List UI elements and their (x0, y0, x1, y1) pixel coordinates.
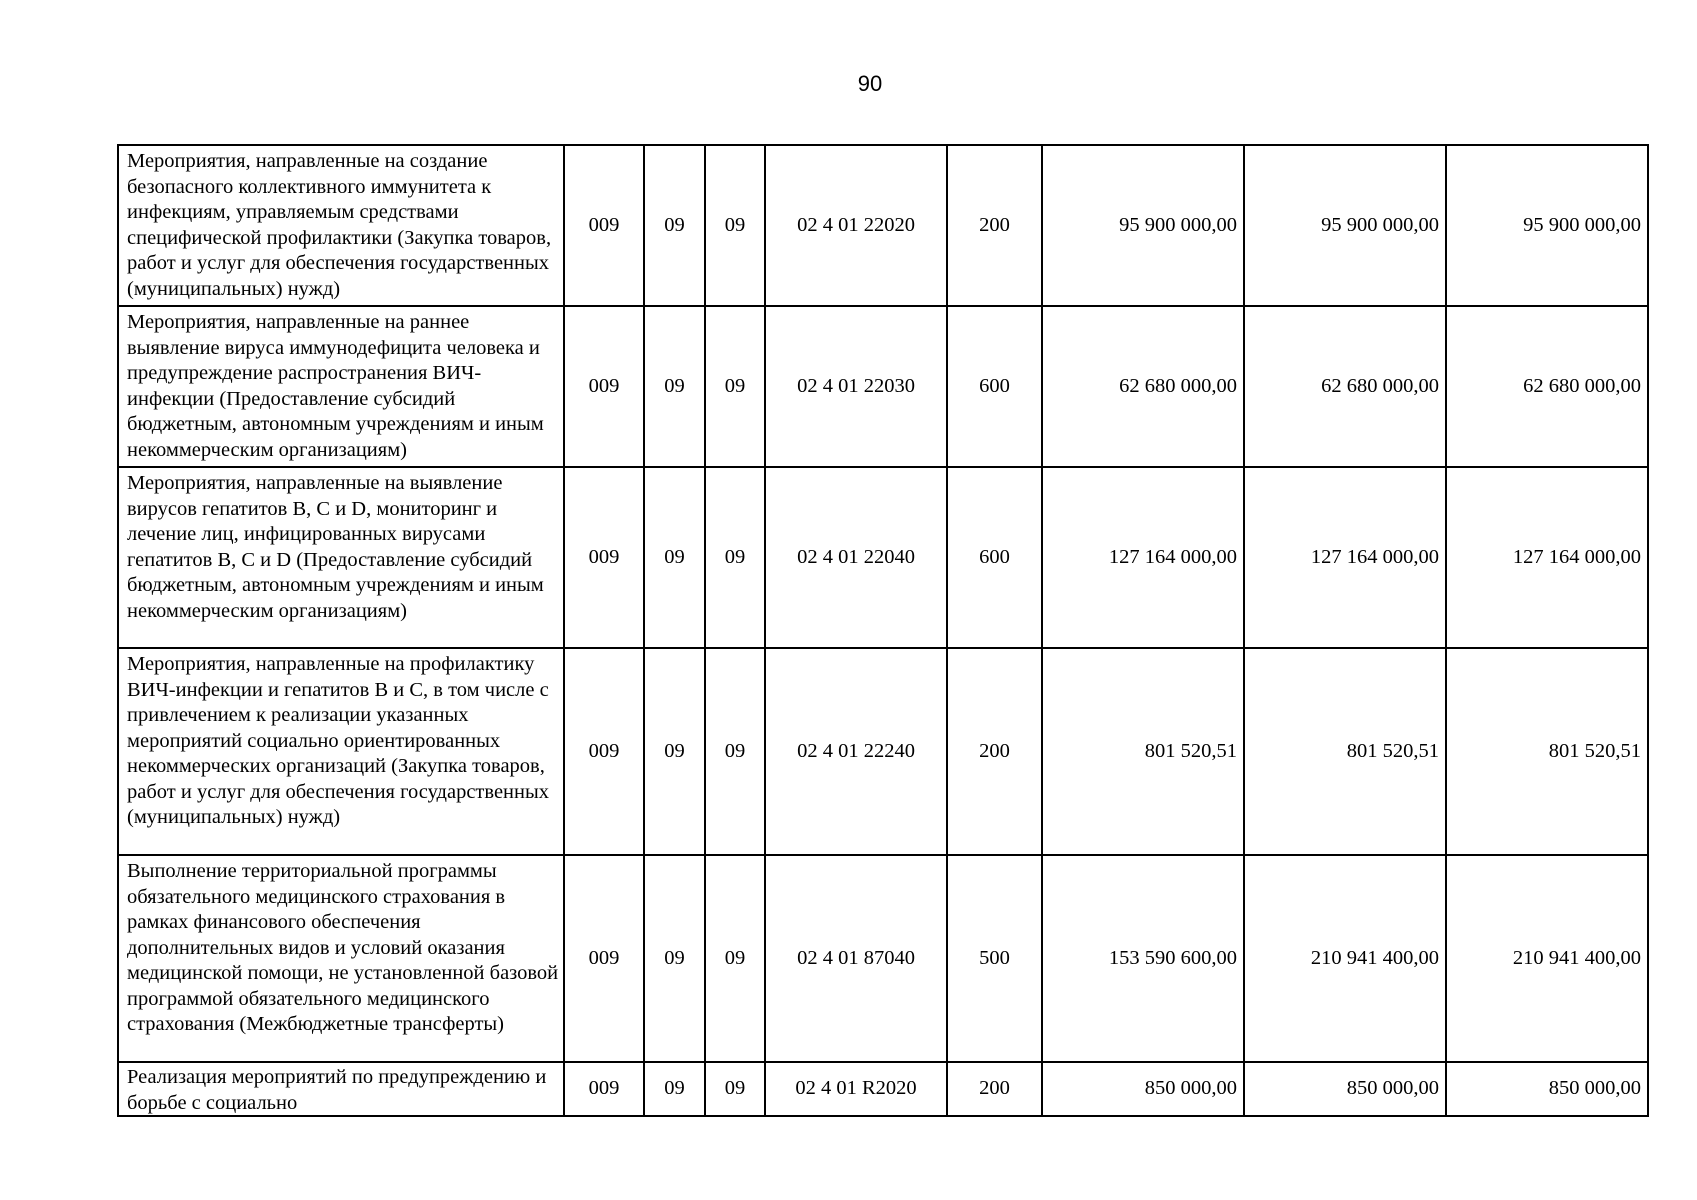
cell-amount-1: 62 680 000,00 (1042, 306, 1244, 467)
cell-expense-type: 500 (947, 855, 1042, 1062)
cell-section: 09 (644, 1062, 705, 1116)
cell-amount-2: 850 000,00 (1244, 1062, 1446, 1116)
cell-expense-type: 200 (947, 1062, 1042, 1116)
cell-amount-3: 801 520,51 (1446, 648, 1648, 855)
cell-amount-1: 153 590 600,00 (1042, 855, 1244, 1062)
cell-expense-type: 200 (947, 648, 1042, 855)
cell-amount-3: 127 164 000,00 (1446, 467, 1648, 648)
cell-ministry: 009 (564, 306, 644, 467)
cell-subsection: 09 (705, 306, 765, 467)
cell-section: 09 (644, 648, 705, 855)
table-row (118, 648, 1648, 855)
cell-name-text: Реализация мероприятий по предупреждению и борьбе с социально (127, 1066, 547, 1114)
table-row (118, 145, 1648, 306)
cell-amount-3: 62 680 000,00 (1446, 306, 1648, 467)
cell-amount-2: 62 680 000,00 (1244, 306, 1446, 467)
cell-amount-1: 127 164 000,00 (1042, 467, 1244, 648)
budget-table (117, 144, 1649, 1117)
table-row (118, 467, 1648, 648)
cell-amount-2: 801 520,51 (1244, 648, 1446, 855)
cell-subsection: 09 (705, 648, 765, 855)
cell-section: 09 (644, 306, 705, 467)
cell-name: Мероприятия, направленные на раннее выявление вируса иммунодефицита человека и предупреждение распространения ВИЧ-инфекции (Предоставление субсидий бюджетным, автономным учреждениям и иным некоммерческим организациям) (118, 306, 564, 467)
cell-expense-type: 600 (947, 306, 1042, 467)
cell-section: 09 (644, 855, 705, 1062)
cell-target-article: 02 4 01 22030 (765, 306, 947, 467)
cell-target-article: 02 4 01 22020 (765, 145, 947, 306)
cell-ministry: 009 (564, 467, 644, 648)
cell-amount-3: 95 900 000,00 (1446, 145, 1648, 306)
cell-subsection: 09 (705, 145, 765, 306)
table-row (118, 1062, 1648, 1116)
cell-amount-2: 95 900 000,00 (1244, 145, 1446, 306)
cell-name: Мероприятия, направленные на создание безопасного коллективного иммунитета к инфекциям, управляемым средствами специфической профилактики (Закупка товаров, работ и услуг для обеспечения государственных (муниципальных) нужд) (118, 145, 564, 306)
cell-subsection: 09 (705, 467, 765, 648)
table-row (118, 855, 1648, 1062)
cell-target-article: 02 4 01 22040 (765, 467, 947, 648)
cell-target-article: 02 4 01 22240 (765, 648, 947, 855)
cell-amount-3: 210 941 400,00 (1446, 855, 1648, 1062)
cell-expense-type: 600 (947, 467, 1042, 648)
cell-section: 09 (644, 467, 705, 648)
cell-amount-2: 210 941 400,00 (1244, 855, 1446, 1062)
cell-amount-3: 850 000,00 (1446, 1062, 1648, 1116)
cell-amount-1: 850 000,00 (1042, 1062, 1244, 1116)
cell-ministry: 009 (564, 145, 644, 306)
cell-amount-2: 127 164 000,00 (1244, 467, 1446, 648)
cell-ministry: 009 (564, 1062, 644, 1116)
table-row (118, 306, 1648, 467)
cell-amount-1: 801 520,51 (1042, 648, 1244, 855)
cell-name: Мероприятия, направленные на выявление вирусов гепатитов B, C и D, мониторинг и лечение лиц, инфицированных вирусами гепатитов B, C и D (Предоставление субсидий бюджетным, автономным учреждениям и иным некоммерческим организациям) (118, 467, 564, 648)
page-number: 90 (857, 71, 883, 96)
cell-name: Выполнение территориальной программы обязательного медицинского страхования в рамках финансового обеспечения дополнительных видов и условий оказания медицинской помощи, не установленной базовой программой обязательного медицинского страхования (Межбюджетные трансферты) (118, 855, 564, 1062)
cell-subsection: 09 (705, 1062, 765, 1116)
cell-ministry: 009 (564, 855, 644, 1062)
cell-name (118, 1062, 564, 1116)
cell-name: Мероприятия, направленные на профилактику ВИЧ-инфекции и гепатитов B и C, в том числе с привлечением к реализации указанных мероприятий социально ориентированных некоммерческих организаций (Закупка товаров, работ и услуг для обеспечения государственных (муниципальных) нужд) (118, 648, 564, 855)
cell-target-article: 02 4 01 R2020 (765, 1062, 947, 1116)
cell-ministry: 009 (564, 648, 644, 855)
cell-target-article: 02 4 01 87040 (765, 855, 947, 1062)
cell-amount-1: 95 900 000,00 (1042, 145, 1244, 306)
cell-subsection: 09 (705, 855, 765, 1062)
cell-section: 09 (644, 145, 705, 306)
cell-expense-type: 200 (947, 145, 1042, 306)
